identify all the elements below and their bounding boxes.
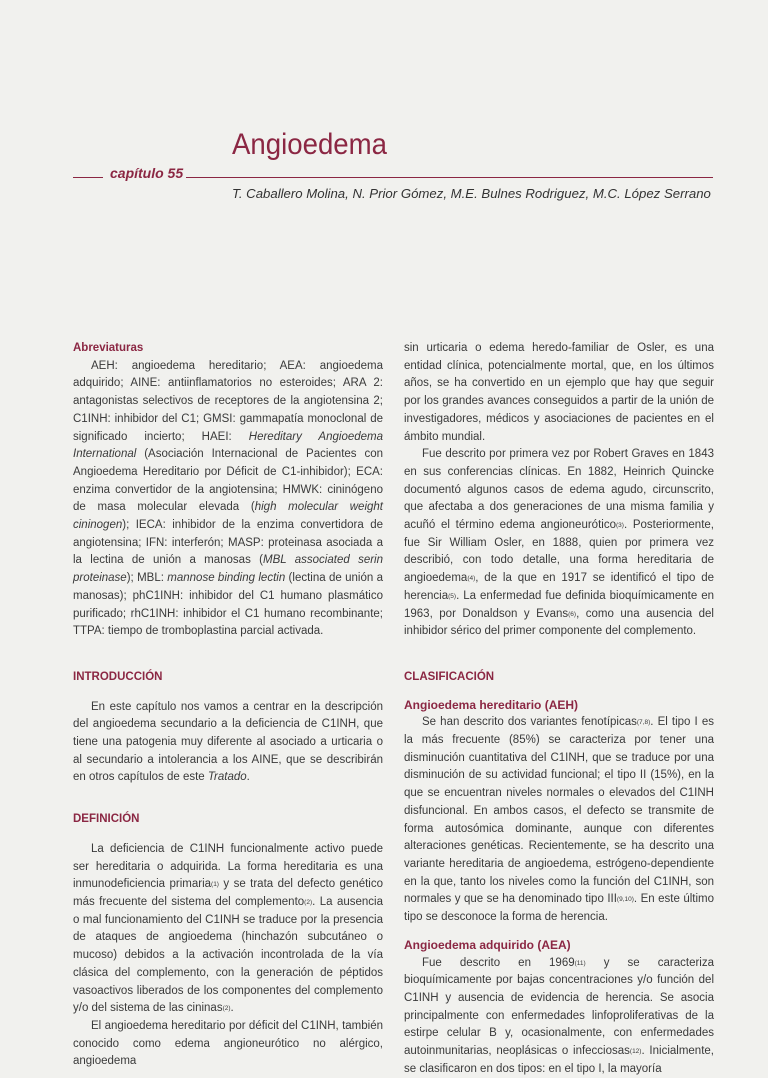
abbreviations-heading: Abreviaturas xyxy=(73,340,383,358)
authors-line: T. Caballero Molina, N. Prior Gómez, M.E. Bulnes Rodriguez, M.C. López Serrano xyxy=(232,186,711,201)
aea-text: Fue descrito en 1969$^{(11)}$ y se caracteriza bioquímicamente por bajas concentraciones y/o función del C1INH y ausencia de evidencia de herencia. Se asocia principalmente con enfermedades linfoproliferativas de la estirpe celular B y, ocasionalmente, con enfermedades autoinmunitarias, neoplásicas o infecciosas$^{(12)}$. Inicialmente, se clasificaron en dos tipos: en el tipo I, la mayoría xyxy=(404,955,714,1078)
definition-paragraph-1: La deficiencia de C1INH funcionalmente activo puede ser hereditaria o adquirida. La forma hereditaria es una inmunodeficiencia primaria$^{(1)}$ y se trata del defecto genético más frecuente del sistema del complemento$^{(2)}$. La ausencia o mal funcionamiento del C1INH se traduce por la presencia de ataques de angioedema (hinchazón subcutáneo o mucoso) debidos a la activación incontrolada de la vía clásica del complemento, con la generación de péptidos vasoactivos liberados de los componentes del complemento y/o del sistema de las cininas$^{(2)}$. xyxy=(73,841,383,1018)
introduction-text: En este capítulo nos vamos a centrar en la descripción del angioedema secundario a la deficiencia de C1INH, que tiene una patogenia muy diferente al asociado a urticaria o al secundario a intolerancia a los AINE, que se describirán en otros capítulos de este Tratado. xyxy=(73,699,383,788)
classification-heading: CLASIFICACIÓN xyxy=(404,669,714,687)
chapter-rule-left xyxy=(73,177,103,178)
right-paragraph-1: sin urticaria o edema heredo-familiar de Osler, es una entidad clínica, potencialmente mortal, que, en los últimos años, se ha convertido en un ejemplo que hay que seguir por los grandes avances conseguidos a partir de la unión de investigadores, médicos y asociaciones de pacientes en el ámbito mundial. xyxy=(404,340,714,446)
left-column xyxy=(73,340,383,1071)
definition-paragraph-2: El angioedema hereditario por déficit del C1INH, también conocido como edema angioneurótico no alérgico, angioedema xyxy=(73,1018,383,1071)
right-paragraph-2: Fue descrito por primera vez por Robert Graves en 1843 en sus conferencias clínicas. En 1882, Heinrich Quincke documentó algunos casos de edema agudo, circunscrito, que afectaba a dos generaciones de una misma familia y acuñó el término edema angioneurótico$^{(3)}$. Posteriormente, fue Sir William Osler, en 1888, quien por primera vez describió, con todo detalle, una forma hereditaria de angioedema$^{(4)}$, de la que en 1917 se identificó el tipo de herencia$^{(5)}$. La enfermedad fue definida bioquímicamente en 1963, por Donaldson y Evans$^{(6)}$, como una ausencia del inhibidor sérico del primer componente del complemento. xyxy=(404,446,714,641)
aeh-text: Se han descrito dos variantes fenotípicas$^{(7,8)}$. El tipo I es la más frecuente (85%) se caracteriza por tener una disminución cuantitativa del C1INH, que se traduce por una disminución de su actividad funcional; el tipo II (15%), en la que se encuentran niveles normales o elevados del C1INH disfuncional. En ambos casos, el defecto se transmite de forma autosómica dominante, aunque con diferentes alteraciones genéticas. Recientemente, se ha descrito una variante hereditaria de angioedema, estrógeno-dependiente en la que, tanto los niveles como la función del C1INH, son normales y que se ha denominado tipo III$^{(9,10)}$. En este último tipo se desconoce la forma de herencia. xyxy=(404,714,714,926)
chapter-number: capítulo 55 xyxy=(110,165,183,181)
definition-heading: DEFINICIÓN xyxy=(73,811,383,829)
chapter-rule-right xyxy=(186,177,713,178)
introduction-heading: INTRODUCCIÓN xyxy=(73,669,383,687)
abbreviations-text: AEH: angioedema hereditario; AEA: angioedema adquirido; AINE: antiinflamatorios no esteroides; ARA 2: antagonistas selectivos de receptores de la angiotensina 2; C1INH: inhibidor del C1; GMSI: gammapatía monoclonal de significado incierto; HAEI: Hereditary Angioedema International (Asociación Internacional de Pacientes con Angioedema Hereditario por Déficit de C1-inhibidor); ECA: enzima convertidor de la angiotensina; HMWK: cininógeno de masa molecular elevada (high molecular weight cininogen); IECA: inhibidor de la enzima convertidora de angiotensina; IFN: interferón; MASP: proteinasa asociada a la lectina de unión a manosas (MBL associated serin proteinase); MBL: mannose binding lectin (lectina de unión a manosas); phC1INH: inhibidor del C1 humano plasmático purificado; rhC1INH: inhibidor el C1 humano recombinante; TTPA: tiempo de tromboplastina parcial activada. xyxy=(73,358,383,641)
aeh-heading: Angioedema hereditario (AEH) xyxy=(404,697,714,715)
chapter-title: Angioedema xyxy=(232,128,387,162)
right-column xyxy=(404,340,714,1078)
aea-heading: Angioedema adquirido (AEA) xyxy=(404,937,714,955)
